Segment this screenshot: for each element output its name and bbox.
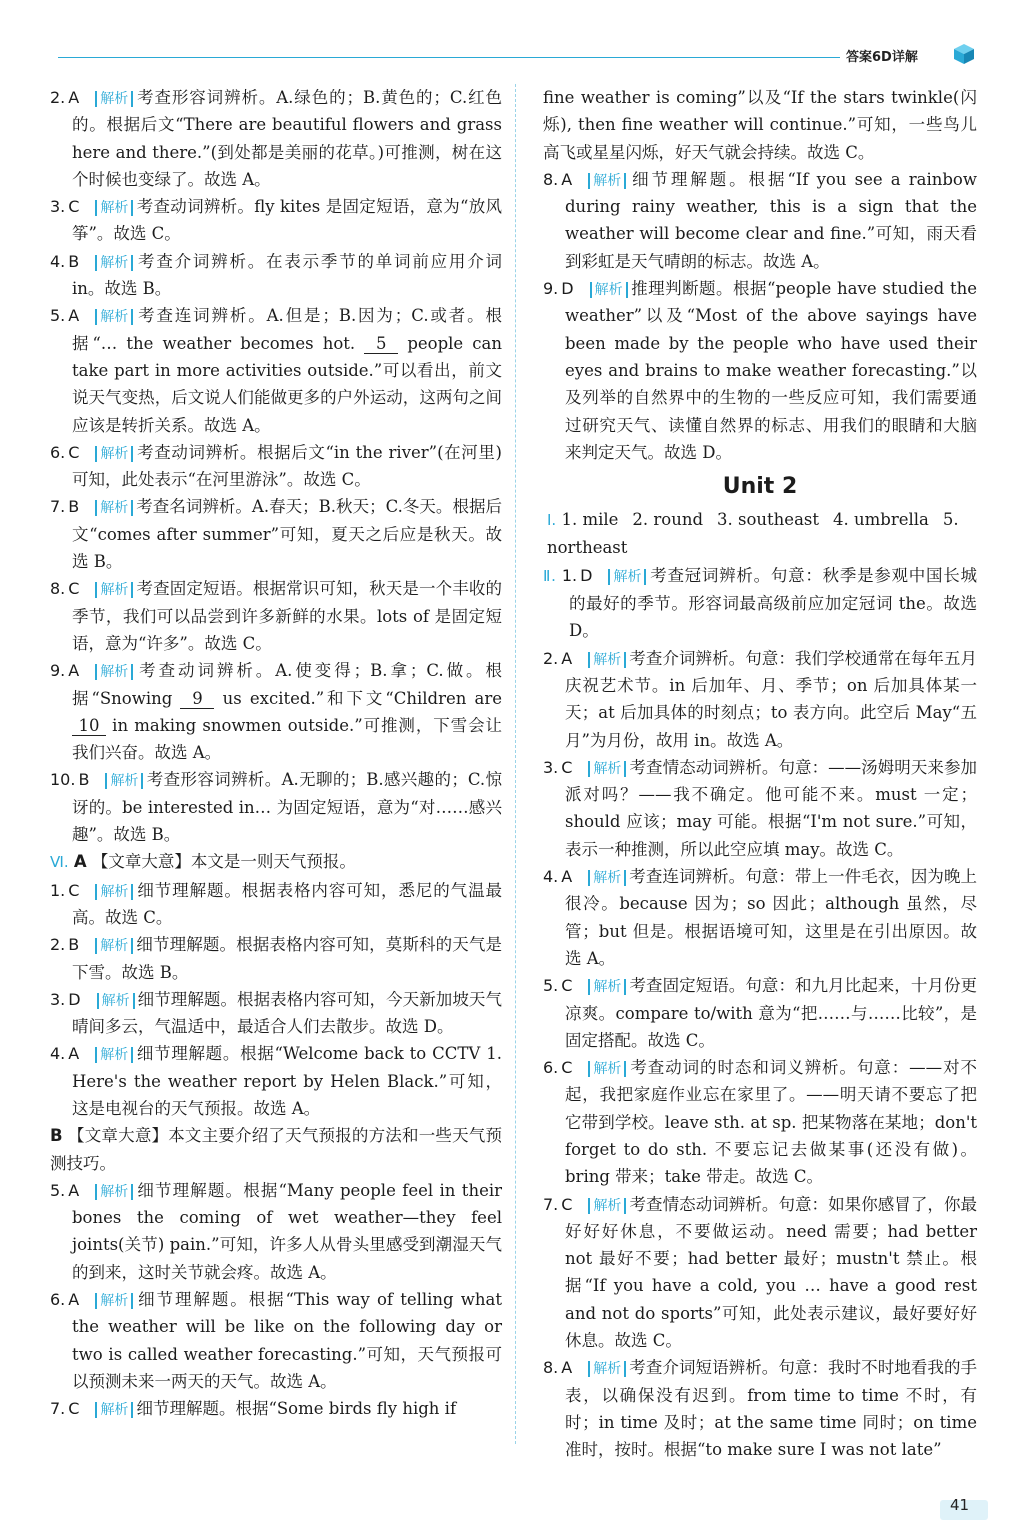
answer-choice: C xyxy=(68,1399,80,1419)
answer-number: 3. xyxy=(543,757,559,777)
analysis-tag: 解析 xyxy=(588,1061,626,1077)
section-b-heading xyxy=(50,1122,502,1177)
analysis-tag: 解析 xyxy=(95,446,133,462)
answer-number: 8. xyxy=(543,169,559,189)
answer-item xyxy=(543,645,977,754)
answer-number: 8. xyxy=(543,1358,559,1378)
answer-item xyxy=(50,493,502,575)
answer-choice: A xyxy=(68,1180,80,1200)
answer-item xyxy=(50,1177,502,1286)
analysis-tag: 解析 xyxy=(95,582,133,598)
analysis-text: in making snowmen outside.”可推测，下雪会让我们兴奋。故选 A。 xyxy=(72,715,503,763)
analysis-text: 细节理解题。根据表格内容可知，悉尼的气温最高。故选 C。 xyxy=(72,880,502,927)
analysis-text: 考查形容词辨析。A.无聊的；B.感兴趣的；C.惊讶的。be interested in… 为固定短语，意为“对……感兴趣”。故选 B。 xyxy=(72,770,502,845)
analysis-text: 考查动词辨析。根据后文“in the river”(在河里)可知，此处表示“在河里游泳”。故选 C。 xyxy=(72,442,502,490)
answer-choice: B xyxy=(68,497,80,517)
analysis-tag: 解析 xyxy=(97,993,135,1009)
analysis-text: 细节理解题。根据表格内容可知，今天新加坡天气晴间多云，气温适中，最适合人们去散步。故选 D。 xyxy=(72,989,502,1037)
analysis-text: 考查冠词辨析。句意：秋季是参观中国长城的最好的季节。形容词最高级前应加定冠词 the。故选 D。 xyxy=(569,565,977,641)
analysis-tag: 解析 xyxy=(95,938,133,954)
answer-item xyxy=(50,575,502,657)
answer-choice: B xyxy=(78,770,90,790)
header-label: 答案6D详解 xyxy=(846,50,918,65)
answer-item xyxy=(50,931,502,986)
section-1-numeral: Ⅰ. xyxy=(547,511,557,530)
cube-icon xyxy=(952,42,976,66)
vocab-word: 2. round xyxy=(632,510,704,530)
answer-number: 5. xyxy=(50,306,66,326)
answer-choice: A xyxy=(68,661,80,681)
header-rule xyxy=(58,57,840,58)
answer-choice: A xyxy=(561,1358,573,1378)
answer-choice: A xyxy=(561,169,573,189)
answer-item xyxy=(50,1040,502,1122)
analysis-text: 考查固定短语。根据常识可知，秋天是一个丰收的季节，我们可以品尝到许多新鲜的水果。lots of 是固定短语，意为“许多”。故选 C。 xyxy=(72,579,502,653)
answer-number: 9. xyxy=(543,279,559,299)
answer-item xyxy=(50,657,503,766)
section-a-summary: 【文章大意】本文是一则天气预报。 xyxy=(91,852,356,872)
analysis-tag: 解析 xyxy=(95,309,133,325)
answer-number: 1. xyxy=(50,880,66,900)
answer-choice: C xyxy=(68,579,80,599)
answer-number: 6. xyxy=(50,442,66,462)
analysis-tag: 解析 xyxy=(588,173,626,189)
analysis-text: 考查动词辨析。A.使变得；B.拿；C.做。根据“Snowing xyxy=(72,661,502,708)
answer-item xyxy=(50,84,502,193)
answer-choice: C xyxy=(68,880,80,900)
analysis-tag: 解析 xyxy=(95,200,133,216)
section-b-summary: 【文章大意】本文主要介绍了天气预报的方法和一些天气预测技巧。 xyxy=(50,1126,503,1173)
answer-number: 7. xyxy=(50,1399,66,1419)
page-number: 41 xyxy=(950,1496,970,1514)
analysis-text: 考查动词辨析。fly kites 是固定短语，意为“放风筝”。故选 C。 xyxy=(72,197,502,244)
section-a-label: A xyxy=(73,852,87,872)
answer-choice: D xyxy=(580,565,593,585)
answer-item xyxy=(543,166,977,275)
answer-choice: D xyxy=(68,989,81,1009)
vocab-word: 3. southeast xyxy=(717,510,820,530)
analysis-tag: 解析 xyxy=(588,1198,626,1214)
answer-choice: B xyxy=(68,251,80,271)
section-6-numeral: Ⅵ. xyxy=(50,853,69,872)
section-6-heading xyxy=(50,848,502,876)
analysis-tag: 解析 xyxy=(95,91,133,107)
answer-number: 2. xyxy=(50,935,66,955)
analysis-text: 细节理解题。根据“Welcome back to CCTV 1. Here's the weather report by Helen Black.”可知，这是电视台的天气预报。故选 A。 xyxy=(72,1044,502,1118)
answer-item xyxy=(50,302,502,438)
answer-number: 1. xyxy=(561,565,578,585)
analysis-text: 考查情态动词辨析。句意：——汤姆明天来参加派对吗？——我不确定。他可能不来。must 一定；should 应该；may 可能。根据“I'm not sure.”可知，表示一种推测，所以此空应填 may。故选 C。 xyxy=(565,757,977,859)
answer-choice: C xyxy=(561,1194,573,1214)
answer-number: 8. xyxy=(50,579,66,599)
answer-number: 6. xyxy=(50,1290,66,1310)
analysis-text: 考查动词的时态和词义辨析。句意：——对不起，我把家庭作业忘在家里了。——明天请不要忘了把它带到学校。leave sth. at sp. 把某物落在某地；don't forget to do sth. 不要忘记去做某事(还没有做)。bring 带来；take 带走。故选 C。 xyxy=(565,1058,977,1187)
answer-choice: C xyxy=(561,1058,573,1078)
answer-choice: C xyxy=(68,197,80,217)
answer-item xyxy=(50,1286,502,1395)
answer-number: 7. xyxy=(50,497,66,517)
vocab-word: 5. northeast xyxy=(547,510,959,558)
analysis-tag: 解析 xyxy=(608,569,646,585)
analysis-text: 细节理解题。根据表格内容可知，莫斯科的天气是下雪。故选 B。 xyxy=(72,935,502,982)
answer-number: 7. xyxy=(543,1194,559,1214)
vocab-word: 4. umbrella xyxy=(833,510,929,530)
analysis-text: 考查介词辨析。在表示季节的单词前应用介词 in。故选 B。 xyxy=(72,251,502,299)
answer-choice: C xyxy=(561,757,573,777)
analysis-tag: 解析 xyxy=(95,255,133,271)
answer-choice: B xyxy=(68,935,80,955)
vocab-word: 1. mile xyxy=(561,510,619,530)
analysis-tag: 解析 xyxy=(95,1047,133,1063)
answer-item xyxy=(50,193,502,248)
analysis-text: 考查形容词辨析。A.绿色的；B.黄色的；C.红色的。根据后文“There are beautiful flowers and grass here and there.”(到处都是美丽的花草。)可推测，树在这个时候也变绿了。故选 A。 xyxy=(72,88,502,189)
answer-number: 10. xyxy=(50,770,76,790)
analysis-text: 细节理解题。根据“If you see a rainbow during rainy weather, this is a sign that the weather will become clear and fine.”可知，雨天看到彩虹是天气晴朗的标志。故选 A。 xyxy=(565,169,977,271)
analysis-tag: 解析 xyxy=(95,664,133,680)
answer-number: 5. xyxy=(50,1180,66,1200)
answer-number: 2. xyxy=(50,88,66,107)
vocab-answers xyxy=(547,506,977,562)
answer-choice: A xyxy=(561,867,573,887)
answer-choice: A xyxy=(68,1290,80,1310)
answer-item xyxy=(50,766,502,848)
answer-item xyxy=(50,877,502,932)
answer-number: 9. xyxy=(50,661,66,681)
blank-number: 5 xyxy=(364,335,398,354)
answer-choice: A xyxy=(68,306,80,326)
answer-choice: A xyxy=(561,648,573,668)
analysis-tag: 解析 xyxy=(105,773,143,789)
answer-item xyxy=(543,1054,977,1190)
analysis-tag: 解析 xyxy=(95,884,133,900)
analysis-text: 考查情态动词辨析。句意：如果你感冒了，你最好好好休息，不要做运动。need 需要；had better not 最好不要；had better 最好；mustn't 禁止。根据“If you have a cold, you … have a good rest and not do sports”可知，此处表示建议，最好要好好休息。故选 C。 xyxy=(565,1194,977,1351)
answer-item xyxy=(543,754,977,863)
analysis-text: 细节理解题。根据“Some birds fly high if xyxy=(136,1399,457,1419)
blank-number: 10 xyxy=(72,717,106,736)
answer-item xyxy=(543,562,977,645)
analysis-text: 细节理解题。根据“This way of telling what the weather will be like on the following day or two is called weather forecasting.”可知，天气预报可以预测未来一两天的天气。故选 A。 xyxy=(72,1290,502,1391)
answer-item xyxy=(543,863,977,972)
answer-item xyxy=(543,275,977,466)
analysis-text: 考查连词辨析。句意：带上一件毛衣，因为晚上很冷。because 因为；so 因此；although 虽然，尽管；but 但是。根据语境可知，这里是在引出原因。故选 A。 xyxy=(565,867,977,968)
column-divider xyxy=(515,84,516,1444)
analysis-tag: 解析 xyxy=(588,870,626,886)
answer-item xyxy=(50,248,502,303)
section-2-numeral: Ⅱ. xyxy=(543,566,556,585)
continued-answer: fine weather is coming”以及“If the stars twinkle(闪烁), then fine weather will continue.”可知，一些鸟儿高飞或星星闪烁，好天气就会持续。故选 C。 xyxy=(543,88,977,162)
answer-item xyxy=(543,1354,977,1463)
left-column xyxy=(50,84,502,1423)
answer-item xyxy=(543,1191,977,1355)
analysis-text: 考查名词辨析。A.春天；B.秋天；C.冬天。根据后文“comes after summer”可知，夏天之后应是秋天。故选 B。 xyxy=(72,497,502,572)
analysis-tag: 解析 xyxy=(588,652,626,668)
analysis-text: 细节理解题。根据“Many people feel in their bones the coming of wet weather—they feel joints(关节) pain.”可知，许多人从骨头里感受到潮湿天气的到来，这时关节就会疼。故选 A。 xyxy=(72,1180,502,1282)
answer-choice: A xyxy=(68,1044,80,1064)
analysis-text: 考查连词辨析。A.但是；B.因为；C.或者。根据“… the weather becomes hot. xyxy=(72,306,502,353)
analysis-text: 考查介词短语辨析。句意：我时不时地看我的手表，以确保没有迟到。from time to time 不时，有时；in time 及时；at the same time 同时；on time 准时，按时。根据“to make sure I was not late” xyxy=(565,1358,977,1460)
answer-number: 5. xyxy=(543,976,559,996)
answer-item xyxy=(50,986,502,1041)
answer-choice: C xyxy=(561,976,573,996)
unit-title: Unit 2 xyxy=(722,474,798,500)
analysis-text: 考查固定短语。句意：和九月比起来，十月份更凉爽。compare to/with 意为“把……与……比较”，是固定搭配。故选 C。 xyxy=(565,976,977,1050)
analysis-text: people can take part in more activities outside.”可以看出，前文说天气变热，后文说人们能做更多的户外运动，这两句之间应该是转折关系。故选 A。 xyxy=(72,333,502,435)
answer-item xyxy=(50,1395,502,1422)
answer-number: 6. xyxy=(543,1058,559,1078)
analysis-text: us excited.”和下文“Children are xyxy=(222,688,503,708)
answer-item xyxy=(543,972,977,1054)
analysis-tag: 解析 xyxy=(590,282,628,298)
analysis-tag: 解析 xyxy=(95,1293,133,1309)
answer-number: 4. xyxy=(50,251,66,271)
answer-choice: A xyxy=(68,88,80,107)
blank-number: 9 xyxy=(180,690,214,709)
analysis-text: 推理判断题。根据“people have studied the weather”以及“Most of the above sayings have been made by the people who have used their eyes and brains to make weather forecasting.”以及列举的自然界中的生物的一些反应可知，我们需要通过研究天气、读懂自然界的标志、用我们的眼睛和大脑来判定天气。故选 D。 xyxy=(565,279,977,462)
answer-number: 2. xyxy=(543,648,559,668)
answer-choice: C xyxy=(68,442,80,462)
analysis-tag: 解析 xyxy=(95,500,133,516)
answer-choice: D xyxy=(561,279,574,299)
answer-number: 4. xyxy=(543,867,559,887)
analysis-tag: 解析 xyxy=(95,1402,133,1418)
analysis-tag: 解析 xyxy=(95,1184,133,1200)
analysis-tag: 解析 xyxy=(588,979,626,995)
analysis-tag: 解析 xyxy=(588,761,626,777)
answer-item xyxy=(50,439,502,494)
section-b-label: B xyxy=(50,1126,63,1146)
answer-number: 4. xyxy=(50,1044,66,1064)
right-column xyxy=(543,84,977,1464)
analysis-tag: 解析 xyxy=(588,1361,626,1377)
analysis-text: 考查介词辨析。句意：我们学校通常在每年五月庆祝艺术节。in 后加年、月、季节；on 后加具体某一天；at 后加具体的时刻点；to 表方向。此空后 May“五月”为月份，故用 in。故选 A。 xyxy=(565,648,977,750)
answer-number: 3. xyxy=(50,197,66,217)
answer-number: 3. xyxy=(50,989,66,1009)
